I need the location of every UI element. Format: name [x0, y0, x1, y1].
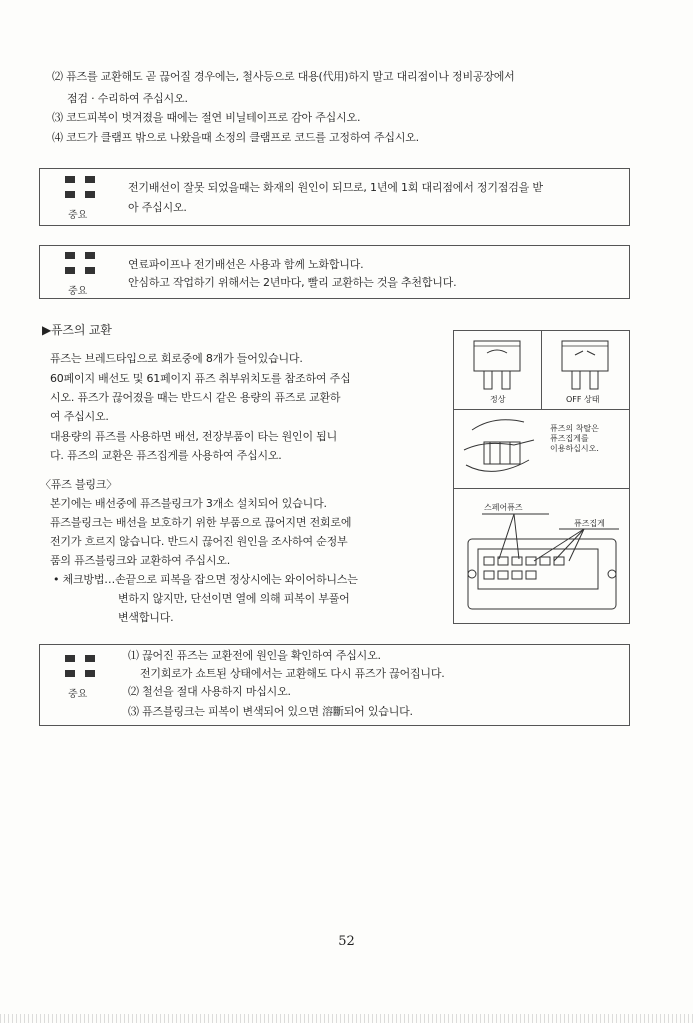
scan-edge	[0, 1014, 693, 1023]
notice-text: 연료파이프나 전기배선은 사용과 함께 노화합니다.	[128, 258, 364, 271]
spare-fuse-label: 스페어퓨즈	[484, 503, 523, 512]
fuse-box-panel	[454, 489, 629, 623]
paragraph-line: 전기가 흐르지 않습니다. 반드시 끊어진 원인을 조사하여 순정부	[50, 535, 348, 548]
check-method-cont: 변하지 않지만, 단선이면 열에 의해 피복이 부풀어	[118, 592, 350, 605]
important-icon	[65, 655, 95, 677]
paragraph-line: 대용량의 퓨즈를 사용하면 배선, 전장부품이 타는 원인이 됩니	[50, 430, 338, 443]
notice-text: 전기회로가 쇼트된 상태에서는 교환해도 다시 퓨즈가 끊어집니다.	[140, 667, 445, 680]
paragraph-line: 60페이지 배선도 및 61페이지 퓨즈 취부위치도를 참조하여 주십	[50, 372, 351, 385]
paragraph-line: 퓨즈는 브레드타입으로 회로중에 8개가 들어있습니다.	[50, 352, 303, 365]
paragraph-line: 시오. 퓨즈가 끊어졌을 때는 반드시 같은 용량의 퓨즈로 교환하	[50, 391, 341, 404]
important-label: 중요	[68, 286, 88, 297]
list-item-2-cont: 점검 · 수리하여 주십시오.	[67, 92, 188, 105]
page-number: 52	[338, 934, 355, 949]
check-method: • 체크방법…손끝으로 피복을 잡으면 정상시에는 와이어하니스는	[53, 573, 358, 586]
notice-text: 전기배선이 잘못 되었을때는 화재의 원인이 되므로, 1년에 1회 대리점에서 정기점검을 받	[128, 181, 543, 194]
list-item-4: ⑷ 코드가 클램프 밖으로 나왔을때 소정의 클램프로 코드를 고정하여 주십시오.	[52, 131, 419, 144]
important-notice-2	[39, 245, 630, 299]
paragraph-line: 여 주십시오.	[50, 410, 109, 423]
notice-text: ⑴ 끊어진 퓨즈는 교환전에 원인을 확인하여 주십시오.	[128, 649, 381, 662]
important-icon	[65, 176, 95, 198]
notice-text: ⑵ 철선을 절대 사용하지 마십시오.	[128, 685, 291, 698]
fuse-off-panel	[542, 331, 629, 410]
removal-note: 퓨즈집게를	[550, 434, 589, 443]
section-title: ▶퓨즈의 교환	[42, 323, 112, 337]
sub-title: 〈퓨즈 블링크〉	[40, 478, 118, 491]
paragraph-line: 본기에는 배선중에 퓨즈블링크가 3개소 설치되어 있습니다.	[50, 497, 327, 510]
fuse-normal-panel	[454, 331, 542, 410]
removal-note: 퓨즈의 착탈은	[550, 424, 599, 433]
paragraph-line: 품의 퓨즈블링크와 교환하여 주십시오.	[50, 554, 231, 567]
paragraph-line: 퓨즈블링크는 배선을 보호하기 위한 부품으로 끊어지면 전회로에	[50, 516, 352, 529]
fuse-puller-icon	[454, 410, 554, 488]
important-label: 중요	[68, 210, 88, 221]
important-label: 중요	[68, 689, 88, 700]
list-item-3: ⑶ 코드피복이 벗겨졌을 때에는 절연 비닐테이프로 감아 주십시오.	[52, 111, 361, 124]
removal-note: 이용하십시오.	[550, 444, 599, 453]
check-method-cont: 변색합니다.	[118, 611, 174, 624]
notice-text: 안심하고 작업하기 위해서는 2년마다, 빨리 교환하는 것을 추천합니다.	[128, 276, 457, 289]
fuse-figure	[453, 330, 630, 624]
important-notice-3	[39, 644, 630, 726]
fuse-puller-panel	[454, 410, 629, 489]
important-icon	[65, 252, 95, 274]
paragraph-line: 다. 퓨즈의 교환은 퓨즈집게를 사용하여 주십시오.	[50, 449, 282, 462]
important-notice-1	[39, 168, 630, 226]
fuse-box-icon	[454, 489, 629, 623]
notice-text: 아 주십시오.	[128, 201, 187, 214]
fuse-off-label: OFF 상태	[566, 395, 600, 404]
notice-text: ⑶ 퓨즈블링크는 피복이 변색되어 있으면 溶斷되어 있습니다.	[128, 705, 413, 718]
fuse-normal-label: 정상	[490, 395, 506, 404]
list-item-2: ⑵ 퓨즈를 교환해도 곧 끊어질 경우에는, 철사등으로 대용(代用)하지 말고 대리점이나 정비공장에서	[52, 70, 515, 83]
fuse-puller-label: 퓨즈집게	[574, 519, 605, 528]
